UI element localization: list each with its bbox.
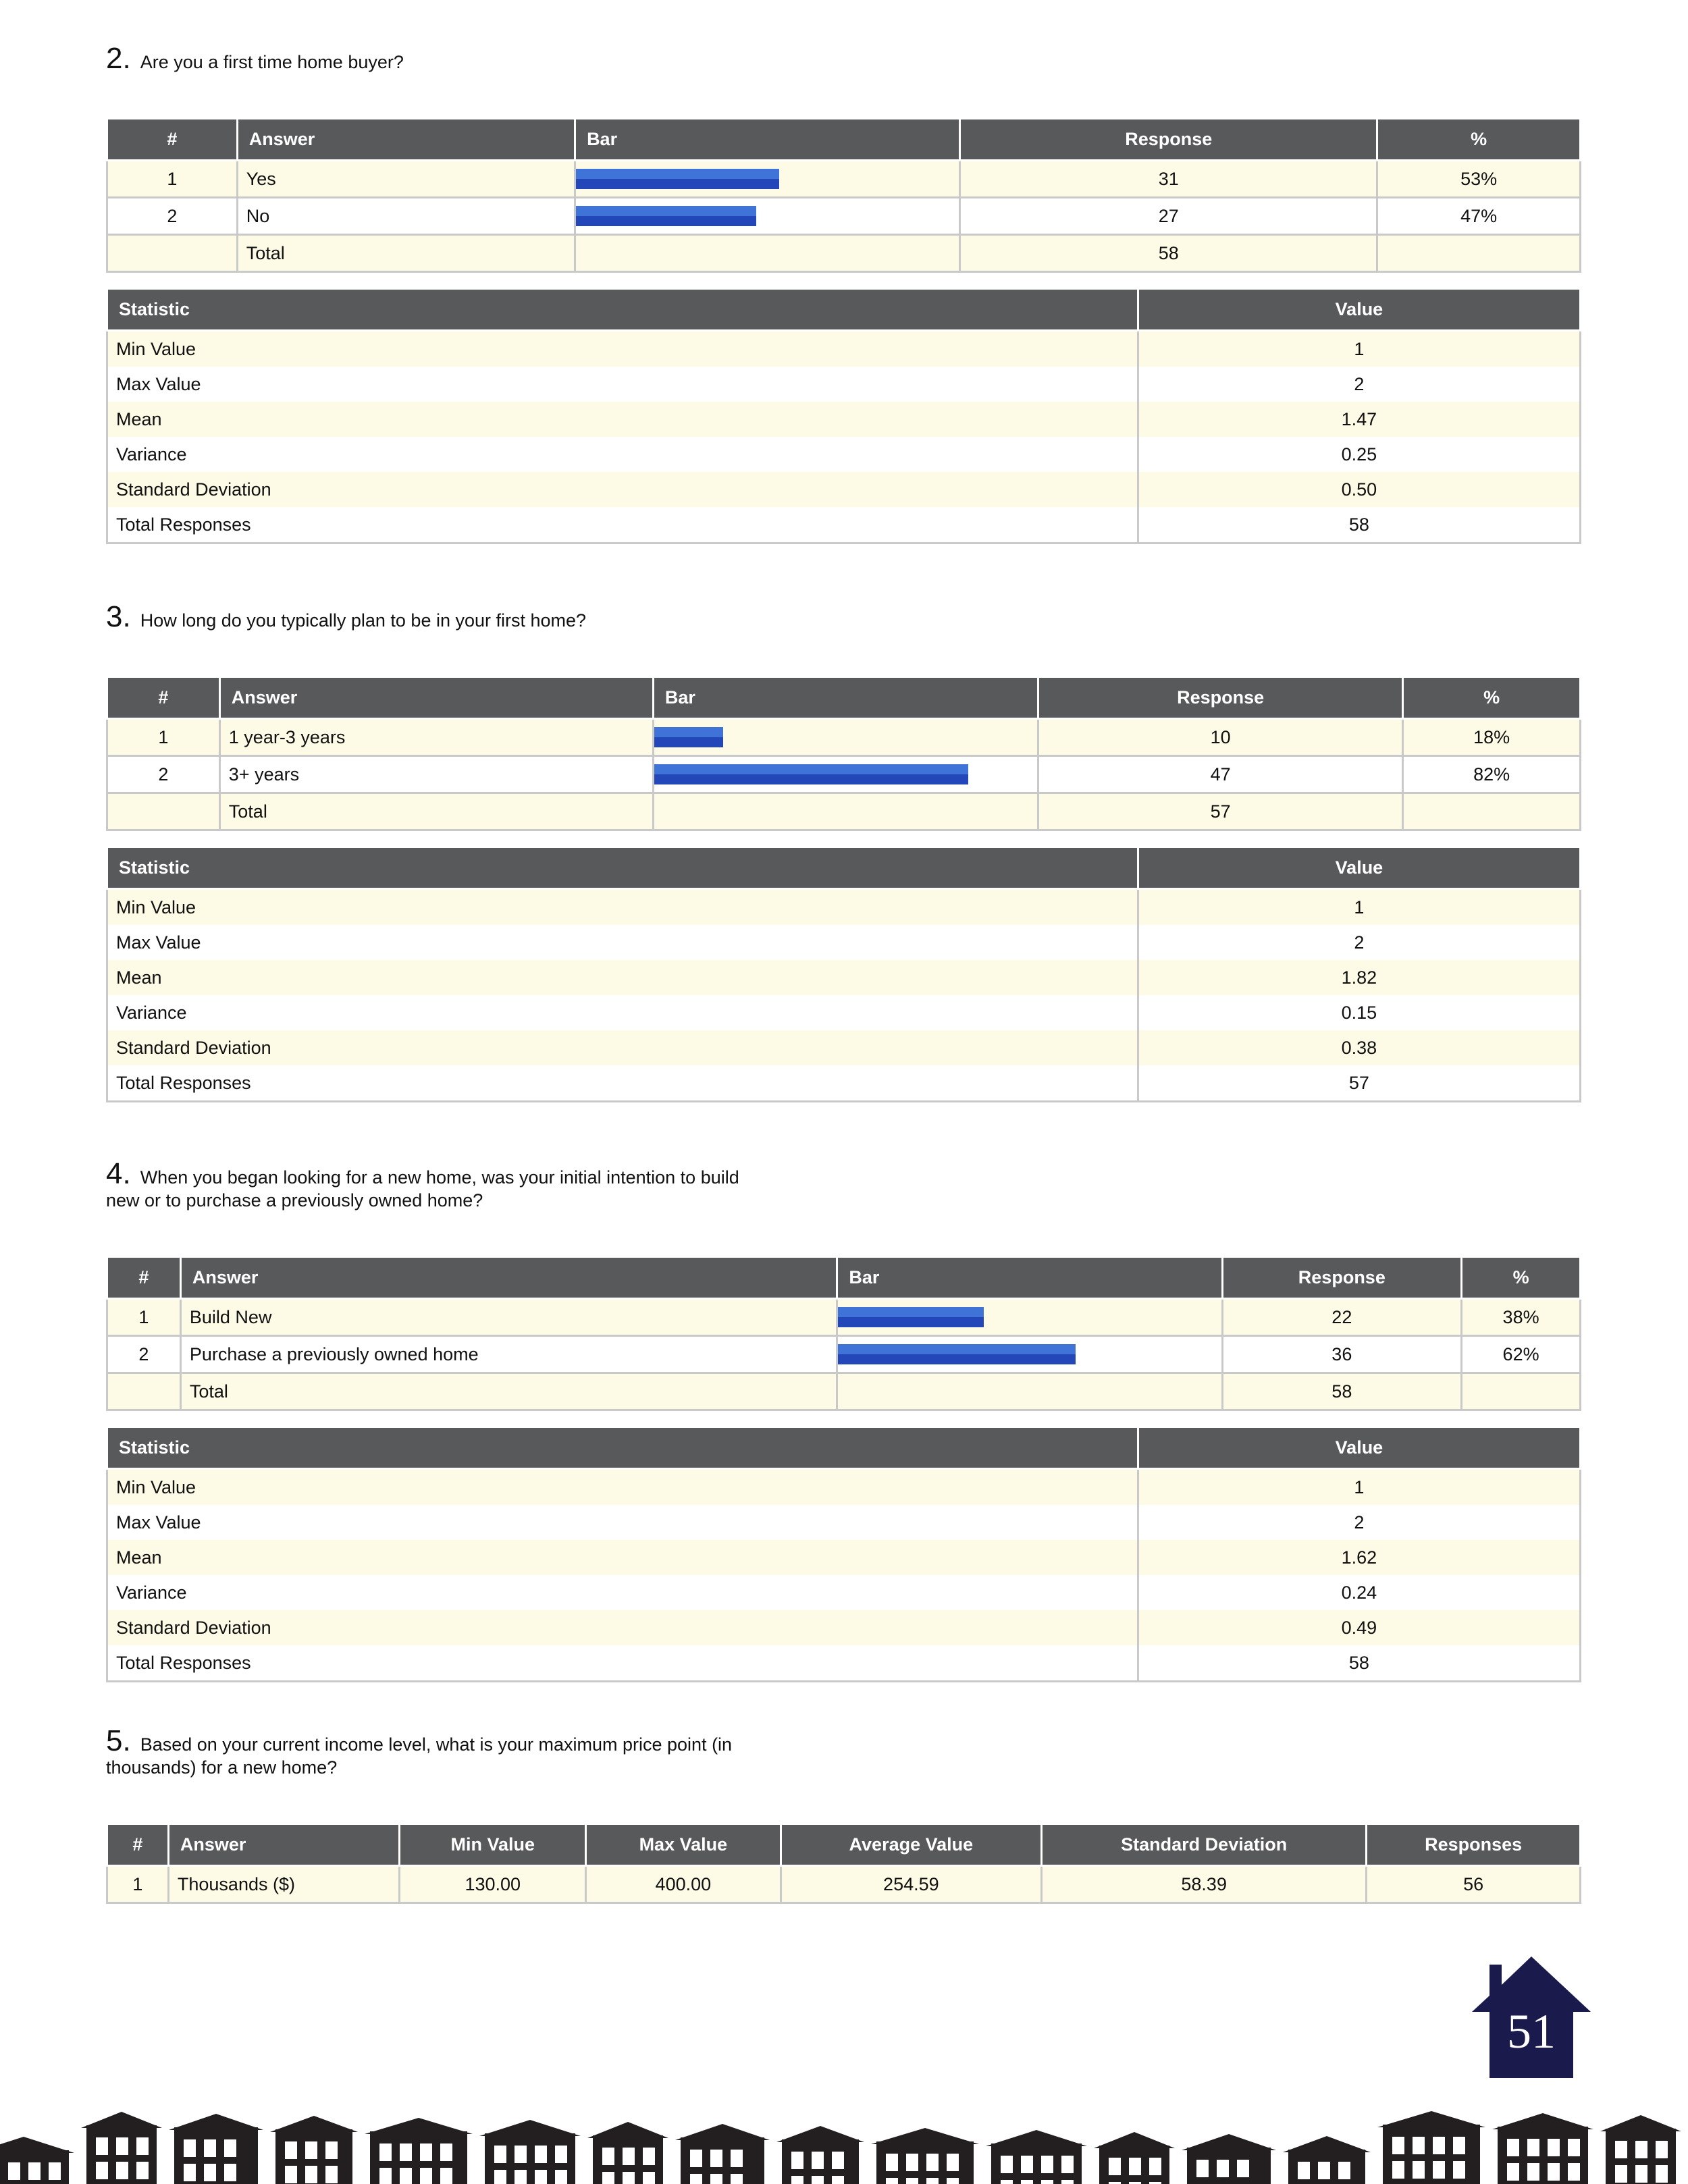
house-window <box>420 2143 432 2161</box>
house-window <box>1635 2141 1647 2158</box>
stat-row <box>107 1065 1581 1102</box>
response-bar <box>838 1307 984 1327</box>
house-window <box>440 2168 452 2184</box>
house-window <box>791 2152 803 2169</box>
house-window <box>224 2164 236 2181</box>
total-label: Total <box>219 793 653 830</box>
stat-value: 0.15 <box>1138 995 1580 1030</box>
header-bar: Bar <box>653 677 1038 719</box>
stat-header <box>107 847 1581 889</box>
row-num: 2 <box>107 1336 181 1373</box>
house-window <box>1527 2139 1539 2156</box>
house-window <box>643 2172 655 2184</box>
house-window <box>379 2143 392 2161</box>
q5-price-table <box>106 1823 1581 1904</box>
total-bar <box>837 1373 1222 1410</box>
row-pct: 18% <box>1403 719 1581 756</box>
header-response: Response <box>1222 1257 1462 1299</box>
stat-value: 0.38 <box>1138 1030 1580 1065</box>
response-bar <box>654 727 723 747</box>
stat-value: 1.82 <box>1138 960 1580 995</box>
total-num <box>107 1373 181 1410</box>
house-window <box>1413 2137 1425 2154</box>
total-num <box>107 793 220 830</box>
house-window <box>1338 2162 1350 2179</box>
row-answer: No <box>237 198 575 235</box>
total-label: Total <box>237 235 575 272</box>
stat-row <box>107 1540 1581 1575</box>
house-roof <box>0 2137 74 2153</box>
house-window <box>305 2166 317 2183</box>
house-window <box>1413 2161 1425 2179</box>
table-header <box>107 1824 1581 1866</box>
header-response: Response <box>1038 677 1402 719</box>
table-header <box>107 1257 1581 1299</box>
stat-row <box>107 1645 1581 1682</box>
stat-value: 57 <box>1138 1065 1580 1102</box>
row-bar-cell <box>575 198 960 235</box>
table-row <box>107 161 1581 198</box>
stat-label: Total Responses <box>107 1645 1138 1682</box>
house-roof <box>986 2130 1087 2146</box>
stat-value: 1 <box>1138 1469 1580 1506</box>
header-pct: % <box>1403 677 1581 719</box>
stat-value: 1.62 <box>1138 1540 1580 1575</box>
row-responses: 56 <box>1367 1866 1581 1903</box>
house-window <box>710 2174 722 2184</box>
row-bar-cell <box>575 161 960 198</box>
row-num: 1 <box>107 719 220 756</box>
stat-row <box>107 889 1581 926</box>
stat-row <box>107 925 1581 960</box>
row-bar-cell <box>837 1299 1222 1336</box>
header-value: Value <box>1138 1427 1580 1469</box>
house-window <box>1548 2163 1560 2181</box>
header-answer: Answer <box>219 677 653 719</box>
house-window <box>204 2164 216 2181</box>
question-number: 4. <box>106 1157 131 1190</box>
house-window <box>886 2178 898 2184</box>
question-text-line1: Based on your current income level, what is your maximum price point (in <box>140 1734 733 1755</box>
table-row <box>107 719 1581 756</box>
house-window <box>1453 2161 1465 2179</box>
row-response: 31 <box>960 161 1377 198</box>
house-window <box>1507 2163 1519 2181</box>
q2-answer-table <box>106 117 1581 273</box>
house-window <box>325 2166 338 2183</box>
stat-label: Standard Deviation <box>107 1610 1138 1645</box>
question-number: 3. <box>106 600 131 633</box>
row-sd: 58.39 <box>1042 1866 1367 1903</box>
total-pct <box>1403 793 1581 830</box>
stat-label: Min Value <box>107 1469 1138 1506</box>
row-num: 2 <box>107 756 220 793</box>
row-bar-cell <box>653 756 1038 793</box>
house-window <box>1041 2156 1053 2173</box>
header-pct: % <box>1462 1257 1581 1299</box>
total-row <box>107 1373 1581 1410</box>
house-window <box>96 2162 108 2179</box>
house-window <box>812 2152 824 2169</box>
total-bar <box>653 793 1038 830</box>
row-pct: 47% <box>1377 198 1581 235</box>
house-window <box>494 2146 506 2163</box>
house-window <box>1109 2158 1121 2175</box>
house-window <box>1568 2139 1580 2156</box>
house-window <box>926 2178 939 2184</box>
stat-row <box>107 1469 1581 1506</box>
house-window <box>1001 2156 1013 2173</box>
stat-header <box>107 289 1581 331</box>
house-window <box>136 2137 149 2155</box>
question-text-line1: When you began looking for a new home, was your initial intention to build <box>140 1167 739 1188</box>
row-response: 47 <box>1038 756 1402 793</box>
house-window <box>515 2170 527 2184</box>
stat-header <box>107 1427 1581 1469</box>
house-window <box>1527 2163 1539 2181</box>
row-avg: 254.59 <box>781 1866 1041 1903</box>
header-max: Max Value <box>586 1824 781 1866</box>
house-window <box>906 2178 918 2184</box>
row-response: 36 <box>1222 1336 1462 1373</box>
house-window <box>1061 2156 1074 2173</box>
house-window <box>555 2170 567 2184</box>
stat-row <box>107 367 1581 402</box>
header-min: Min Value <box>400 1824 586 1866</box>
house-window <box>1041 2180 1053 2184</box>
row-pct: 62% <box>1462 1336 1581 1373</box>
question-4 <box>106 1157 849 1212</box>
house-roof <box>169 2114 263 2130</box>
row-answer: Thousands ($) <box>168 1866 400 1903</box>
house-window <box>1615 2165 1627 2183</box>
house-window <box>690 2150 702 2167</box>
house-window <box>1298 2162 1310 2179</box>
house-window <box>535 2146 547 2163</box>
header-num: # <box>107 1257 181 1299</box>
stat-value: 2 <box>1138 1505 1580 1540</box>
question-5 <box>106 1724 849 1779</box>
question-text: Are you a first time home buyer? <box>140 52 404 72</box>
house-window <box>136 2162 149 2179</box>
header-statistic: Statistic <box>107 289 1138 331</box>
house-window <box>643 2148 655 2165</box>
house-window <box>832 2152 844 2169</box>
house-roof <box>776 2126 864 2142</box>
total-row <box>107 235 1581 272</box>
house-window <box>1318 2162 1330 2179</box>
stat-label: Mean <box>107 1540 1138 1575</box>
table-row <box>107 198 1581 235</box>
total-bar <box>575 235 960 272</box>
house-window <box>1433 2137 1445 2154</box>
header-bar: Bar <box>837 1257 1222 1299</box>
row-answer: Build New <box>180 1299 837 1336</box>
house-window <box>305 2141 317 2159</box>
house-roof <box>871 2128 979 2144</box>
house-window <box>494 2170 506 2184</box>
header-sd: Standard Deviation <box>1042 1824 1367 1866</box>
house-roof <box>1377 2111 1485 2127</box>
house-window <box>1021 2180 1033 2184</box>
q4-answer-table <box>106 1256 1581 1411</box>
stat-value: 0.25 <box>1138 437 1580 472</box>
house-window <box>926 2154 939 2171</box>
header-num: # <box>107 1824 169 1866</box>
house-roof <box>81 2112 162 2128</box>
header-responses: Responses <box>1367 1824 1581 1866</box>
response-bar <box>838 1344 1076 1364</box>
header-num: # <box>107 119 238 161</box>
house-window <box>116 2162 128 2179</box>
house-window <box>379 2168 392 2184</box>
total-value: 57 <box>1038 793 1402 830</box>
house-window <box>690 2174 702 2184</box>
table-row <box>107 1866 1581 1903</box>
question-number: 5. <box>106 1724 131 1757</box>
house-roof <box>479 2120 581 2136</box>
house-window <box>204 2139 216 2157</box>
question-number: 2. <box>106 42 131 75</box>
row-answer: Purchase a previously owned home <box>180 1336 837 1373</box>
house-window <box>224 2139 236 2157</box>
house-window <box>285 2166 297 2183</box>
house-roof <box>270 2116 358 2132</box>
row-response: 27 <box>960 198 1377 235</box>
total-pct <box>1377 235 1581 272</box>
row-response: 22 <box>1222 1299 1462 1336</box>
house-window <box>731 2174 743 2184</box>
stat-label: Min Value <box>107 889 1138 926</box>
house-roof <box>1182 2134 1276 2150</box>
q2-statistics-table <box>106 288 1581 544</box>
stat-label: Variance <box>107 437 1138 472</box>
stat-value: 0.50 <box>1138 472 1580 507</box>
house-window <box>1635 2165 1647 2183</box>
row-max: 400.00 <box>586 1866 781 1903</box>
stat-row <box>107 995 1581 1030</box>
header-answer: Answer <box>168 1824 400 1866</box>
table-row <box>107 1336 1581 1373</box>
house-window <box>440 2143 452 2161</box>
house-roof <box>675 2124 770 2140</box>
stat-label: Min Value <box>107 331 1138 367</box>
header-bar: Bar <box>575 119 960 161</box>
house-window <box>1061 2180 1074 2184</box>
house-window <box>1656 2165 1668 2183</box>
stat-value: 1 <box>1138 889 1580 926</box>
question-text-line2: thousands) for a new home? <box>106 1757 338 1778</box>
house-window <box>116 2137 128 2155</box>
question-2 <box>106 42 849 75</box>
table-row <box>107 1299 1581 1336</box>
house-window <box>1548 2139 1560 2156</box>
stat-row <box>107 960 1581 995</box>
row-pct: 38% <box>1462 1299 1581 1336</box>
stat-row <box>107 402 1581 437</box>
total-num <box>107 235 238 272</box>
house-window <box>947 2178 959 2184</box>
header-response: Response <box>960 119 1377 161</box>
house-window <box>602 2148 614 2165</box>
row-min: 130.00 <box>400 1866 586 1903</box>
stat-label: Max Value <box>107 925 1138 960</box>
house-window <box>731 2150 743 2167</box>
total-value: 58 <box>960 235 1377 272</box>
house-window <box>1392 2137 1404 2154</box>
stat-value: 1.47 <box>1138 402 1580 437</box>
house-window <box>96 2137 108 2155</box>
house-window <box>1507 2139 1519 2156</box>
stat-value: 2 <box>1138 367 1580 402</box>
question-text: How long do you typically plan to be in your first home? <box>140 610 587 631</box>
stat-row <box>107 472 1581 507</box>
house-window <box>906 2154 918 2171</box>
house-window <box>947 2154 959 2171</box>
stat-label: Variance <box>107 995 1138 1030</box>
header-statistic: Statistic <box>107 1427 1138 1469</box>
row-response: 10 <box>1038 719 1402 756</box>
header-answer: Answer <box>180 1257 837 1299</box>
header-value: Value <box>1138 847 1580 889</box>
header-answer: Answer <box>237 119 575 161</box>
stat-value: 58 <box>1138 507 1580 543</box>
house-window <box>1568 2163 1580 2181</box>
house-window <box>420 2168 432 2184</box>
stat-row <box>107 437 1581 472</box>
house-window <box>1217 2160 1229 2177</box>
house-roof <box>1094 2132 1175 2148</box>
page-number: 51 <box>1507 2004 1556 2058</box>
house-window <box>8 2162 20 2180</box>
header-pct: % <box>1377 119 1581 161</box>
q4-statistics-table <box>106 1426 1581 1682</box>
house-window <box>832 2176 844 2184</box>
header-statistic: Statistic <box>107 847 1138 889</box>
row-answer: 3+ years <box>219 756 653 793</box>
stat-row <box>107 507 1581 543</box>
house-window <box>49 2162 61 2180</box>
stat-label: Standard Deviation <box>107 472 1138 507</box>
house-window <box>1149 2158 1161 2175</box>
house-roof <box>365 2118 473 2134</box>
header-value: Value <box>1138 289 1580 331</box>
stat-label: Mean <box>107 960 1138 995</box>
house-roof <box>1283 2136 1371 2152</box>
house-window <box>1392 2161 1404 2179</box>
stat-label: Total Responses <box>107 1065 1138 1102</box>
house-window <box>1196 2160 1209 2177</box>
house-window <box>184 2164 196 2181</box>
header-avg: Average Value <box>781 1824 1041 1866</box>
total-value: 58 <box>1222 1373 1462 1410</box>
house-window <box>791 2176 803 2184</box>
header-num: # <box>107 677 220 719</box>
house-window <box>1615 2141 1627 2158</box>
stat-row <box>107 1610 1581 1645</box>
stat-value: 0.49 <box>1138 1610 1580 1645</box>
house-window <box>1237 2160 1249 2177</box>
house-window <box>602 2172 614 2184</box>
house-window <box>1453 2137 1465 2154</box>
house-window <box>1433 2161 1445 2179</box>
row-bar-cell <box>837 1336 1222 1373</box>
stat-row <box>107 331 1581 367</box>
total-label: Total <box>180 1373 837 1410</box>
stat-label: Max Value <box>107 367 1138 402</box>
house-skyline-icon <box>0 2096 1688 2184</box>
table-header <box>107 119 1581 161</box>
row-answer: 1 year-3 years <box>219 719 653 756</box>
house-window <box>710 2150 722 2167</box>
house-window <box>1001 2180 1013 2184</box>
house-window <box>535 2170 547 2184</box>
total-row <box>107 793 1581 830</box>
row-pct: 53% <box>1377 161 1581 198</box>
house-window <box>555 2146 567 2163</box>
row-bar-cell <box>653 719 1038 756</box>
response-bar <box>654 764 968 784</box>
stat-label: Standard Deviation <box>107 1030 1138 1065</box>
stat-label: Total Responses <box>107 507 1138 543</box>
house-window <box>184 2139 196 2157</box>
house-window <box>886 2154 898 2171</box>
stat-label: Variance <box>107 1575 1138 1610</box>
question-text-line2: new or to purchase a previously owned home? <box>106 1190 483 1210</box>
stat-label: Mean <box>107 402 1138 437</box>
house-roof <box>587 2122 668 2138</box>
house-window <box>28 2162 41 2180</box>
q3-answer-table <box>106 676 1581 831</box>
house-window <box>325 2141 338 2159</box>
row-num: 1 <box>107 1299 181 1336</box>
house-window <box>1021 2156 1033 2173</box>
stat-value: 2 <box>1138 925 1580 960</box>
house-window <box>1656 2141 1668 2158</box>
stat-value: 0.24 <box>1138 1575 1580 1610</box>
stat-row <box>107 1030 1581 1065</box>
stat-label: Max Value <box>107 1505 1138 1540</box>
table-header <box>107 677 1581 719</box>
house-window <box>1129 2158 1141 2175</box>
response-bar <box>576 169 779 189</box>
house-window <box>812 2176 824 2184</box>
table-row <box>107 756 1581 793</box>
house-window <box>623 2148 635 2165</box>
house-window <box>515 2146 527 2163</box>
row-num: 2 <box>107 198 238 235</box>
response-bar <box>576 206 756 226</box>
row-answer: Yes <box>237 161 575 198</box>
stat-row <box>107 1575 1581 1610</box>
total-pct <box>1462 1373 1581 1410</box>
stat-row <box>107 1505 1581 1540</box>
house-window <box>623 2172 635 2184</box>
house-window <box>285 2141 297 2159</box>
stat-value: 1 <box>1138 331 1580 367</box>
q3-statistics-table <box>106 846 1581 1102</box>
row-num: 1 <box>107 161 238 198</box>
row-num: 1 <box>107 1866 169 1903</box>
house-roof <box>1600 2115 1681 2131</box>
row-pct: 82% <box>1403 756 1581 793</box>
house-window <box>400 2168 412 2184</box>
stat-value: 58 <box>1138 1645 1580 1682</box>
house-window <box>400 2143 412 2161</box>
question-3 <box>106 600 849 633</box>
house-roof <box>1492 2113 1593 2129</box>
